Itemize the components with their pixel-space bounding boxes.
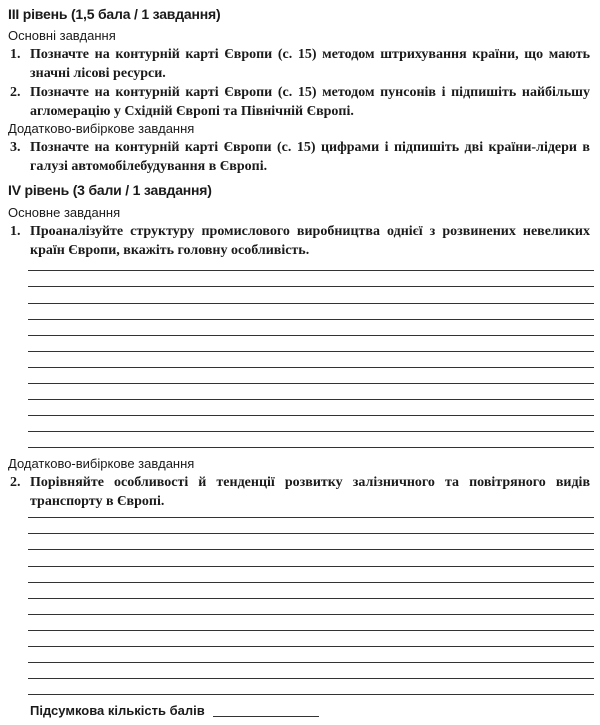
task-text: Порівняйте особливості й тенденції розвитку залізничного та повітряного видів транспорту в Європі.: [30, 475, 590, 509]
answer-line: [28, 566, 594, 567]
answer-line: [28, 517, 594, 518]
level-3-heading: ІІІ рівень (1,5 бала / 1 завдання): [8, 6, 221, 22]
answer-line: [28, 399, 594, 400]
answer-line: [28, 694, 594, 695]
task-number: 1.: [10, 47, 21, 62]
level-4-extra-label: Додатково-вибіркове завдання: [8, 456, 195, 471]
answer-line: [28, 270, 594, 271]
task-text: Проаналізуйте структуру промислового виробництва однієї з розвинених невеликих країн Європи, вкажіть головну особливість.: [30, 224, 590, 258]
answer-line: [28, 447, 594, 448]
task-number: 3.: [10, 140, 21, 155]
score-input-line[interactable]: [213, 716, 319, 717]
task-number: 1.: [10, 224, 21, 239]
answer-line: [28, 319, 594, 320]
level-3-task-3: [10, 138, 590, 176]
level-4-task-2: [10, 473, 590, 511]
answer-line: [28, 549, 594, 550]
answer-line: [28, 630, 594, 631]
level-3-extra-label: Додатково-вибіркове завдання: [8, 121, 195, 136]
answer-line: [28, 383, 594, 384]
answer-line: [28, 614, 594, 615]
answer-line: [28, 646, 594, 647]
answer-line: [28, 533, 594, 534]
task-number: 2.: [10, 475, 21, 490]
task-text: Позначте на контурній карті Європи (с. 15) методом штрихування країни, що мають значні лісові ресурси.: [30, 47, 590, 81]
answer-line: [28, 662, 594, 663]
answer-line: [28, 678, 594, 679]
level-4-heading: IV рівень (3 бали / 1 завдання): [8, 182, 212, 198]
answer-line: [28, 367, 594, 368]
answer-line: [28, 431, 594, 432]
answer-line: [28, 335, 594, 336]
level-3-task-1: [10, 45, 590, 83]
task-text: Позначте на контурній карті Європи (с. 15) цифрами і підпишіть дві країни-лідери в галузі автомобілебудування в Європі.: [30, 140, 590, 174]
level-4-task-1: [10, 222, 590, 260]
answer-line: [28, 582, 594, 583]
answer-line: [28, 286, 594, 287]
score-label: Підсумкова кількість балів: [30, 703, 205, 718]
answer-line: [28, 598, 594, 599]
answer-line: [28, 303, 594, 304]
task-number: 2.: [10, 85, 21, 100]
level-3-task-2: [10, 83, 590, 121]
task-text: Позначте на контурній карті Європи (с. 15) методом пунсонів і підпишіть найбільшу агломерацію у Східній Європі та Північній Європі.: [30, 85, 590, 119]
level-3-main-label: Основні завдання: [8, 28, 116, 43]
answer-line: [28, 415, 594, 416]
level-4-main-label: Основне завдання: [8, 205, 121, 220]
answer-line: [28, 351, 594, 352]
